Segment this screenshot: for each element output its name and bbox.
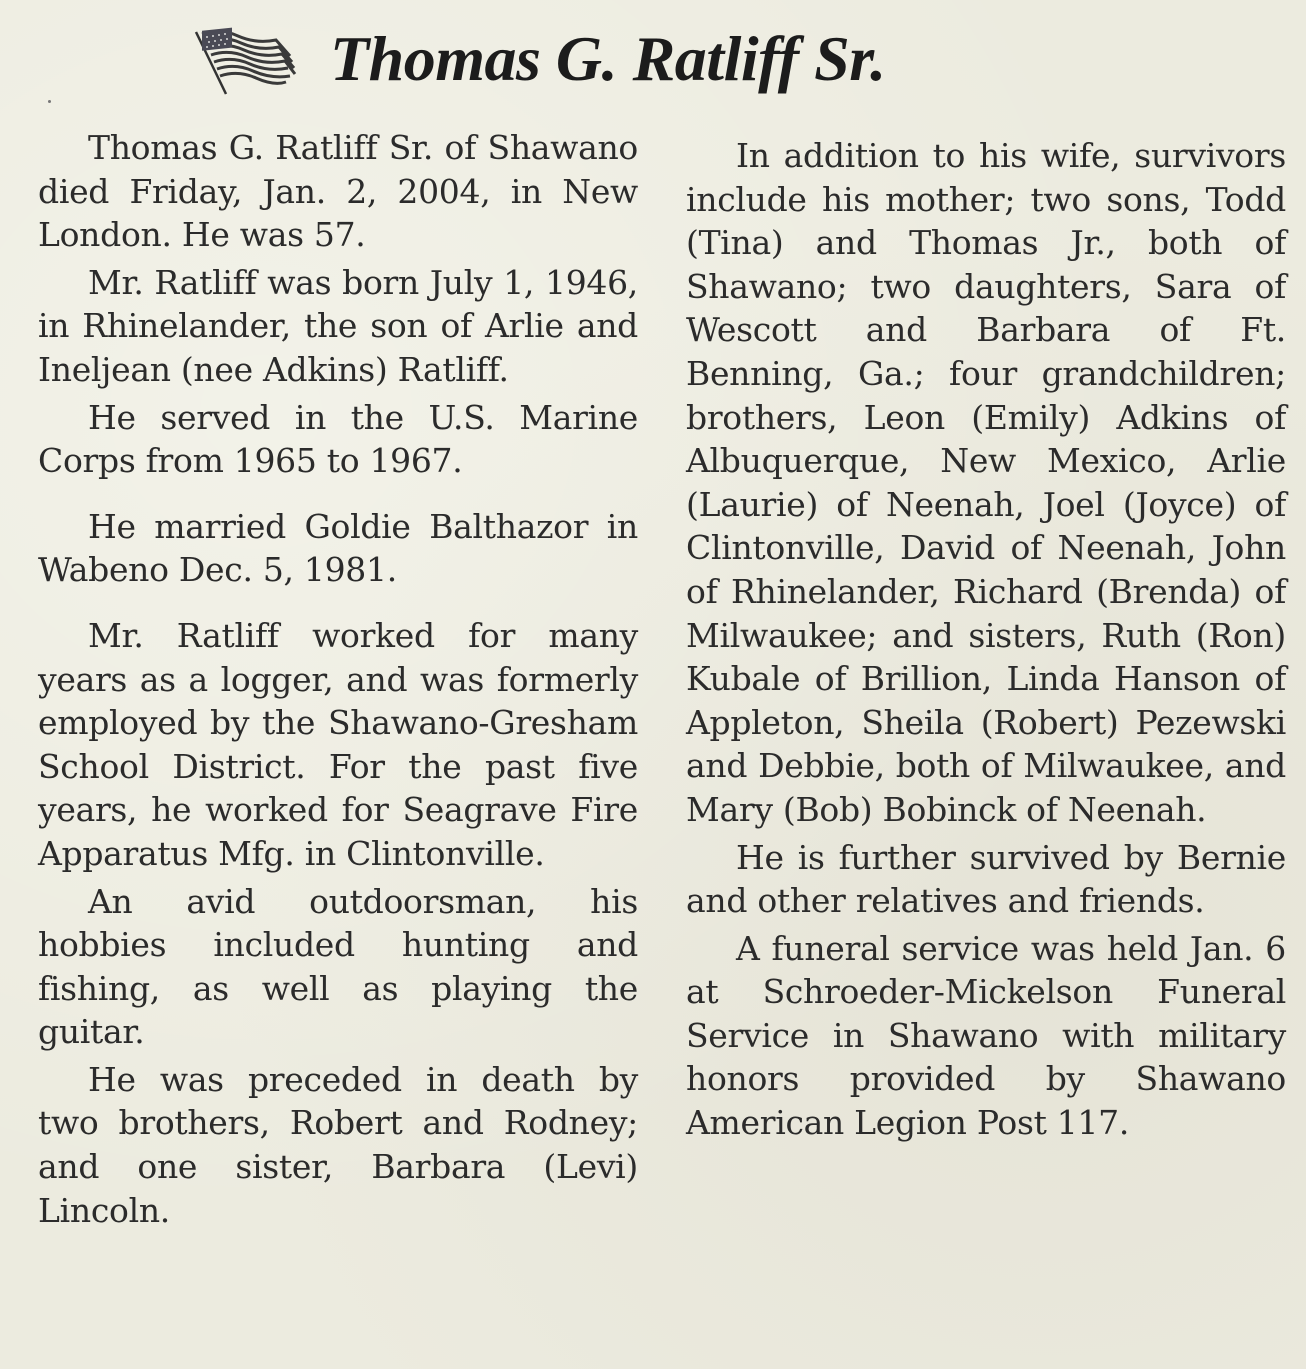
left-column [38, 126, 638, 1232]
paragraph-birth: Mr. Ratliff was born July 1, 1946, in Rhinelander, the son of Arlie and Ineljean (nee Adkins) Ratliff. [38, 262, 638, 389]
headline-block [190, 14, 886, 104]
paragraph-funeral-service: A funeral service was held Jan. 6 at Schroeder-Mickelson Funeral Service in Shawano with military honors provided by Shawano American Legion Post 117. [686, 928, 1286, 1143]
paragraph-career: Mr. Ratliff worked for many years as a logger, and was formerly employed by the Shawano-Gresham School District. For the past five years, he worked for Seagrave Fire Apparatus Mfg. in Clintonville. [38, 615, 638, 873]
american-flag-icon [190, 26, 298, 96]
paragraph-preceded-in-death: He was preceded in death by two brothers, Robert and Rodney; and one sister, Barbara (Levi) Lincoln. [38, 1059, 638, 1230]
page-title: Thomas G. Ratliff Sr. [330, 23, 886, 94]
paragraph-further-survived: He is further survived by Bernie and other relatives and friends. [686, 837, 1286, 921]
paragraph-marriage: He married Goldie Balthazor in Wabeno Dec. 5, 1981. [38, 506, 638, 590]
paragraph-military-service: He served in the U.S. Marine Corps from 1965 to 1967. [38, 397, 638, 481]
paragraph-death-notice: Thomas G. Ratliff Sr. of Shawano died Friday, Jan. 2, 2004, in New London. He was 57. [38, 128, 638, 255]
print-speck [48, 100, 51, 103]
paragraph-survivors: In addition to his wife, survivors include his mother; two sons, Todd (Tina) and Thomas Jr., both of Shawano; two daughters, Sara of Wescott and Barbara of Ft. Benning, Ga.; four grandchildren; brothers, Leon (Emily) Adkins of Albuquerque, New Mexico, Arlie (Laurie) of Neenah, Joel (Joyce) of Clintonville, David of Neenah, John of Rhinelander, Richard (Brenda) of Milwaukee; and sisters, Ruth (Ron) Kubale of Brillion, Linda Hanson of Appleton, Sheila (Robert) Pezewski and Debbie, both of Milwaukee, and Mary (Bob) Bobinck of Neenah. [686, 136, 1286, 829]
paragraph-hobbies: An avid outdoorsman, his hobbies included hunting and fishing, as well as playing the guitar. [38, 881, 638, 1052]
right-column [686, 134, 1286, 1145]
